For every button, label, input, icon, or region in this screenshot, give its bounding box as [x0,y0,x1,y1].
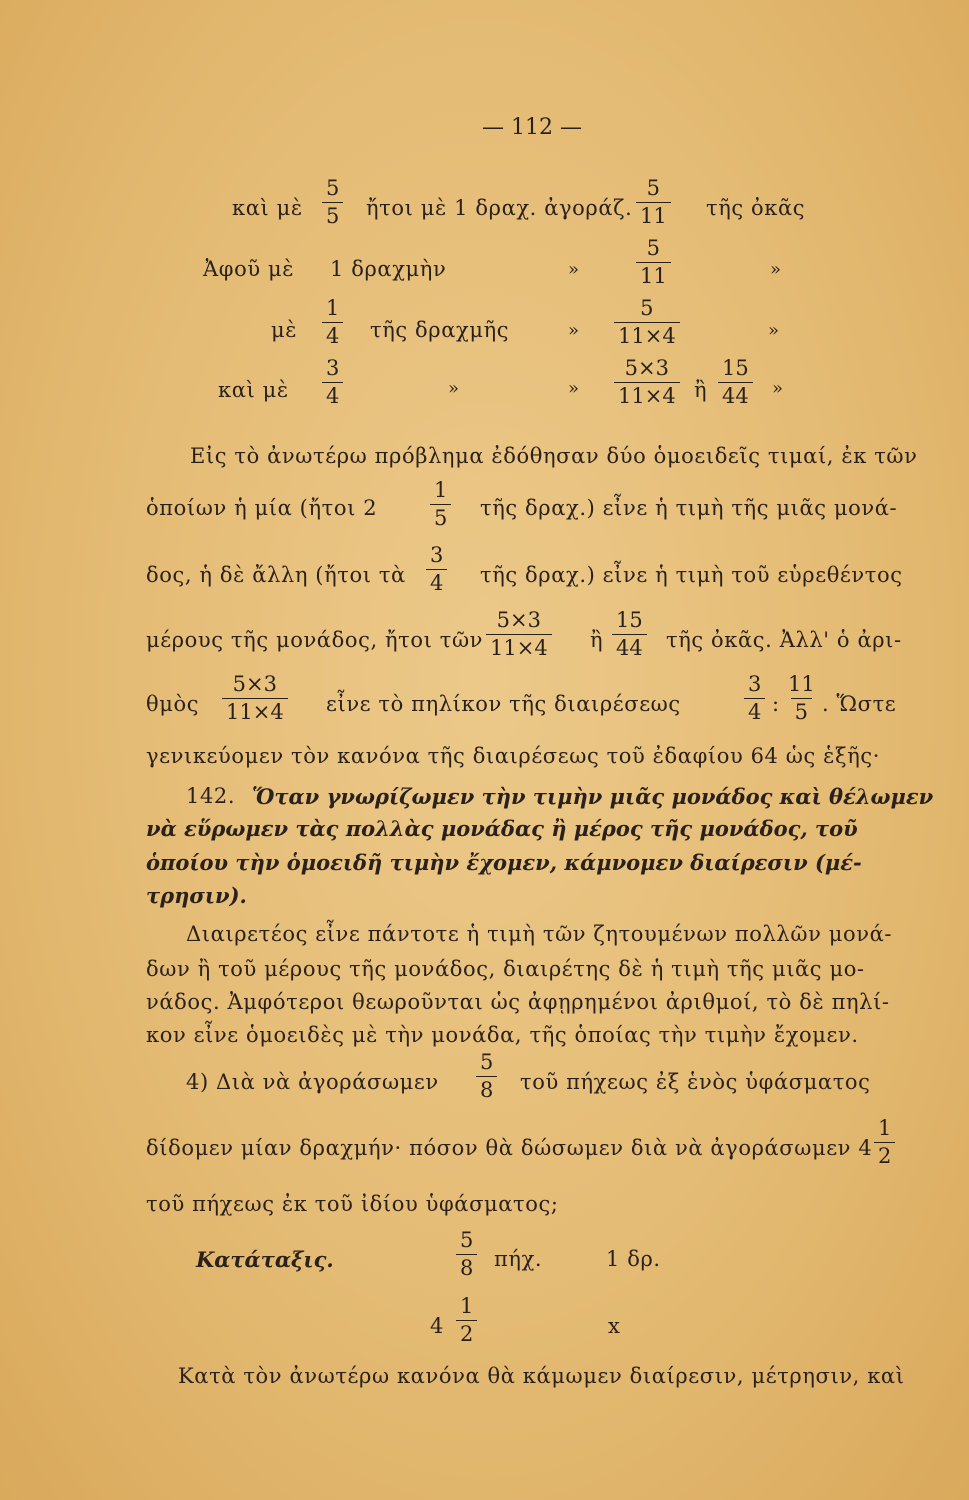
denominator: 11×4 [486,634,552,659]
denominator: 44 [718,382,753,407]
row3-mid: τῆς δραχμῆς [370,318,510,342]
rule-line3: ὁποίου τὴν ὁμοειδῆ τιμὴν ἔχομεν, κάμνομεν διαίρεσιν (μέ- [146,850,862,875]
setup-fraction [456,1296,477,1345]
para1-fraction [426,545,447,594]
numerator: 5 [640,296,654,320]
numerator: 3 [748,672,762,696]
last-line: Κατὰ τὸν ἀνωτέρω κανόνα θὰ κάμωμεν διαίρεσιν, μέτρησιν, καὶ [178,1364,905,1388]
or-word: ἢ [590,628,604,652]
para2-line1: Διαιρετέος εἶνε πάντοτε ἡ τιμὴ τῶν ζητουμένων πολλῶν μονά- [186,922,893,946]
ditto-mark: » [568,378,580,399]
numerator: 1 [878,1116,892,1140]
rule-number: 142. [186,784,236,808]
numerator: 11 [788,672,815,696]
row1-tail: τῆς ὀκᾶς [706,196,806,220]
row4-lead: καὶ μὲ [218,378,289,402]
denominator: 2 [456,1320,477,1345]
para1-line3b: τῆς δραχ.) εἶνε ἡ τιμὴ τοῦ εὑρεθέντος [480,563,903,587]
para1-fraction [784,674,819,723]
ditto-mark: » [568,320,580,341]
para1-fraction [486,610,552,659]
para1-fraction [430,480,451,529]
para1-line6: γενικεύομεν τὸν κανόνα τῆς διαιρέσεως τοῦ ἐδαφίου 64 ὡς ἑξῆς· [146,744,881,768]
para1-line3a: δος, ἡ δὲ ἄλλη (ἤτοι τὰ [146,563,406,587]
row1-fraction-2 [636,178,671,227]
para1-fraction [744,674,765,723]
numerator: 5 [326,176,340,200]
setup-unit: πήχ. [494,1247,543,1271]
denominator: 5 [430,504,451,529]
numerator: 5×3 [624,356,669,380]
row4-fraction-2 [614,358,680,407]
para1-fraction [222,674,288,723]
setup-value: 1 δρ. [606,1247,661,1271]
denominator: 11×4 [614,322,680,347]
ditto-mark: » [772,378,784,399]
denominator: 11×4 [614,382,680,407]
para2-line3: νάδος. Ἀμφότεροι θεωροῦνται ὡς ἀφῃρημένοι ἀριθμοί, τὸ δὲ πηλί- [146,990,890,1014]
row3-fraction-2 [614,298,680,347]
numerator: 1 [434,478,448,502]
para1-line2b: τῆς δραχ.) εἶνε ἡ τιμὴ τῆς μιᾶς μονά- [480,496,898,520]
para1-line5c: . Ὥστε [822,692,897,716]
denominator: 5 [791,698,812,723]
numerator: 5×3 [232,672,277,696]
numerator: 5×3 [496,608,541,632]
row1-fraction [322,178,343,227]
denominator: 44 [612,634,647,659]
para1-line5a: θμὸς [146,692,200,716]
ditto-mark: » [448,378,460,399]
problem-fraction [476,1052,497,1101]
para1-line4a: μέρους τῆς μονάδος, ἤτοι τῶν [146,628,484,652]
numerator: 15 [616,608,643,632]
denominator: 4 [322,382,343,407]
problem-line1a: 4) Διὰ νὰ ἀγοράσωμεν [186,1070,439,1094]
ditto-mark: » [768,320,780,341]
row4-fraction [322,358,343,407]
row2-mid: 1 δραχμὴν [330,257,447,281]
denominator: 2 [874,1142,895,1167]
denominator: 11×4 [222,698,288,723]
problem-fraction [874,1118,895,1167]
denominator: 11 [636,202,671,227]
row1-mid: ἤτοι μὲ 1 δραχ. ἀγοράζ. [366,196,633,220]
row2-lead: Ἀφοῦ μὲ [203,257,295,281]
numerator: 5 [480,1050,494,1074]
numerator: 3 [326,356,340,380]
numerator: 15 [722,356,749,380]
row3-fraction [322,298,343,347]
or-word: ἢ [694,378,708,402]
para1-line1: Εἰς τὸ ἀνωτέρω πρόβλημα ἐδόθησαν δύο ὁμοειδεῖς τιμαί, ἐκ τῶν [190,444,918,468]
problem-line3: τοῦ πήχεως ἐκ τοῦ ἰδίου ὑφάσματος; [146,1192,559,1216]
setup-whole: 4 [430,1314,444,1338]
para1-line5b: εἶνε τὸ πηλίκον τῆς διαιρέσεως [326,692,681,716]
para1-line4b: τῆς ὀκᾶς. Ἀλλ' ὁ ἀρι- [666,628,902,652]
setup-fraction [456,1230,477,1279]
row2-fraction [636,238,671,287]
problem-line1b: τοῦ πήχεως ἐξ ἑνὸς ὑφάσματος [520,1070,871,1094]
rule-line1: Ὅταν γνωρίζωμεν τὴν τιμὴν μιᾶς μονάδος καὶ θέλωμεν [252,784,934,809]
numerator: 1 [326,296,340,320]
numerator: 5 [646,176,661,200]
denominator: 4 [744,698,765,723]
numerator: 1 [460,1294,474,1318]
denominator: 8 [456,1254,477,1279]
denominator: 4 [322,322,343,347]
colon: : [772,692,780,716]
ditto-mark: » [770,259,782,280]
para1-line2a: ὁποίων ἡ μία (ἤτοι 2 [146,496,378,520]
para2-line2: δων ἢ τοῦ μέρους τῆς μονάδος, διαιρέτης δὲ ἡ τιμὴ τῆς μιᾶς μο- [146,957,865,981]
setup-label: Κατάταξις. [196,1247,334,1272]
numerator: 5 [460,1228,474,1252]
para2-line4: κον εἶνε ὁμοειδὲς μὲ τὴν μονάδα, τῆς ὁποίας τὴν τιμὴν ἔχομεν. [146,1023,859,1047]
setup-unknown: x [608,1314,621,1338]
numerator: 3 [430,543,444,567]
row1-lead: καὶ μὲ [232,196,303,220]
denominator: 4 [426,569,447,594]
rule-line2: νὰ εὕρωμεν τὰς πολλὰς μονάδας ἢ μέρος τῆς μονάδος, τοῦ [146,816,858,841]
numerator: 5 [646,236,661,260]
row3-lead: μὲ [271,318,298,342]
denominator: 8 [476,1076,497,1101]
rule-line4: τρησιν). [146,883,247,908]
ditto-mark: » [568,259,580,280]
denominator: 11 [636,262,671,287]
denominator: 5 [322,202,343,227]
para1-fraction [612,610,647,659]
page-number: — 112 — [482,115,582,140]
row4-fraction-3 [718,358,753,407]
problem-line2a: δίδομεν μίαν δραχμήν· πόσον θὰ δώσωμεν διὰ νὰ ἀγοράσωμεν 4 [146,1136,873,1160]
